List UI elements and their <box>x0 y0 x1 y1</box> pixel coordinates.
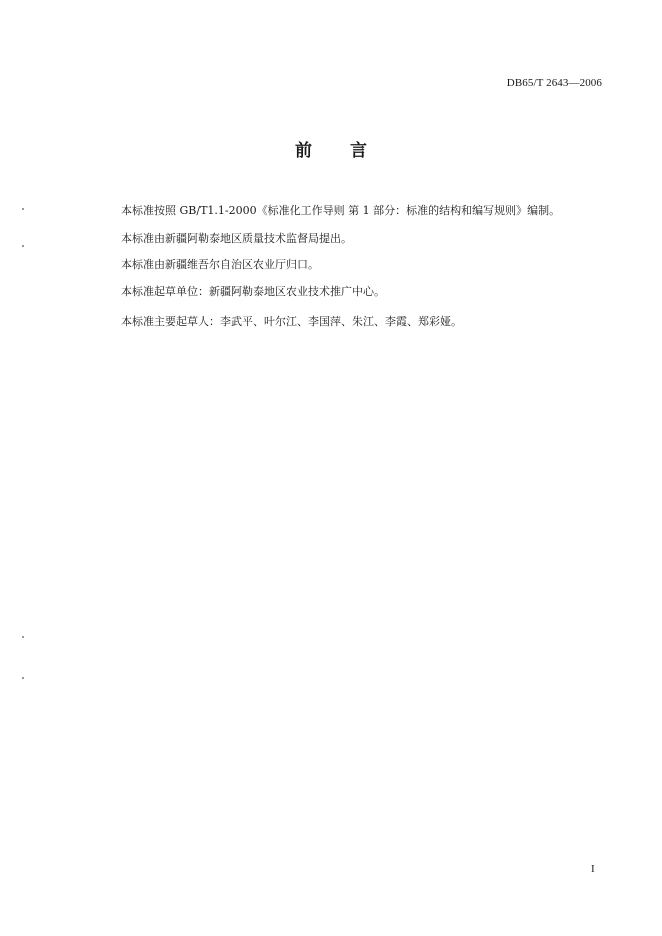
paragraph-drafters: 本标准主要起草人：李武平、叶尔江、李国萍、朱江、李霞、郑彩娅。 <box>121 315 462 328</box>
paragraph-drafting-unit: 本标准起草单位：新疆阿勒泰地区农业技术推广中心。 <box>121 285 385 298</box>
paragraph-proposer: 本标准由新疆阿勒泰地区质量技术监督局提出。 <box>121 232 352 245</box>
paragraph-drafting-basis: 本标准按照 GB/T1.1-2000《标准化工作导则 第 1 部分：标准的结构和编写规则》编制。 <box>121 204 561 217</box>
paragraph-responsible-unit: 本标准由新疆维吾尔自治区农业厅归口。 <box>121 258 319 271</box>
standard-code: DB65/T 2643—2006 <box>506 77 602 89</box>
scan-mark <box>22 245 24 247</box>
scan-mark <box>22 208 24 210</box>
page-title <box>0 136 662 161</box>
scan-mark <box>22 636 24 638</box>
scan-mark <box>22 677 24 679</box>
page-title-char-1: 前 <box>295 141 312 161</box>
page-number: I <box>591 863 595 875</box>
page-title-char-2: 言 <box>350 141 367 161</box>
